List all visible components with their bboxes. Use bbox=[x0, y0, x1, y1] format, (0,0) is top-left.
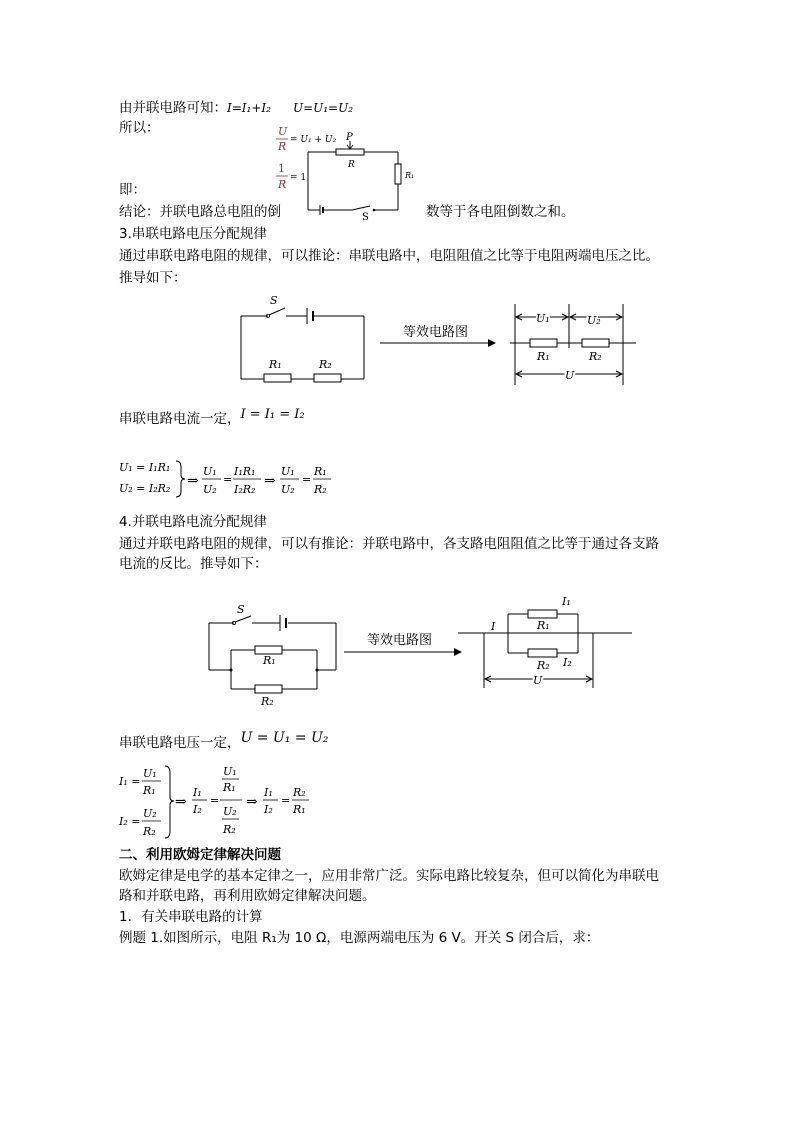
section4-para-line1: 通过并联电路电阻的规律，可以有推论：并联电路中，各支路电阻阻值之比等于通过各支路 bbox=[119, 536, 659, 552]
eq-r1-resistor bbox=[530, 339, 557, 347]
series-current-line bbox=[119, 407, 305, 429]
parallel-voltage-line bbox=[119, 730, 329, 752]
implies-2: ⇒ bbox=[264, 473, 276, 489]
section-two-heading: 二、利用欧姆定律解决问题 bbox=[119, 847, 281, 863]
r1-label: R₁ bbox=[269, 358, 282, 371]
frac2-rest: = 1 bbox=[290, 173, 307, 183]
ratio4-num: R₁ bbox=[314, 465, 327, 478]
conclusion-right: 数等于各电阻倒数之和。 bbox=[426, 204, 575, 220]
equivalent-arrow-label: 等效电路图 bbox=[403, 325, 469, 340]
switch-label: S bbox=[237, 603, 245, 616]
voltage-equal-formula: U=U₁=U₂ bbox=[292, 101, 354, 115]
ratio-i2-num: I₁ bbox=[264, 786, 273, 799]
complex-bot-num: U₂ bbox=[223, 805, 237, 818]
parallel-circuit-diagram bbox=[200, 592, 650, 708]
small-circuit-diagram bbox=[270, 122, 430, 222]
so-label: 所以： bbox=[119, 120, 160, 136]
complex-bot-den: R₂ bbox=[223, 823, 236, 836]
eq-r2-label: R₂ bbox=[537, 659, 550, 672]
conclusion-left: 结论：并联电路总电阻的倒 bbox=[119, 204, 281, 220]
parallel-voltage-text: 串联电路电压一定， bbox=[119, 735, 241, 751]
ratio3-num: U₁ bbox=[281, 465, 295, 478]
ratio2-num: I₁R₁ bbox=[234, 465, 256, 478]
ohm-law-para-line2: 路和并联电路，再利用欧姆定律解决问题。 bbox=[119, 888, 376, 904]
eq-r1-label: R₁ bbox=[537, 619, 550, 632]
example-1-text: 例题 1.如图所示，电阻 R₁为 10 Ω，电源两端电压为 6 V。开关 S 闭合后，求： bbox=[119, 930, 600, 946]
r1-label: R₁ bbox=[405, 171, 415, 180]
ratio4-den: R₂ bbox=[314, 483, 327, 496]
u-total-label: U bbox=[565, 369, 575, 382]
equivalent-arrow-label: 等效电路图 bbox=[367, 633, 433, 648]
switch-label: S bbox=[362, 212, 369, 223]
u2-label: U₂ bbox=[587, 314, 601, 327]
r1-resistor bbox=[395, 164, 401, 184]
i2-den: R₂ bbox=[143, 825, 156, 838]
slider-label: P bbox=[346, 132, 353, 143]
series-circuit-diagram bbox=[230, 288, 650, 388]
r1-resistor bbox=[255, 646, 282, 654]
r2-resistor bbox=[314, 374, 341, 382]
i2-label: I₂ bbox=[563, 656, 572, 669]
section3-para-line1: 通过串联电路电阻的规律，可以推论：串联电路中，电阻阻值之比等于电阻两端电压之比。 bbox=[119, 248, 659, 264]
eq-r1-resistor bbox=[528, 610, 557, 618]
ratio-i-den: I₂ bbox=[193, 803, 202, 816]
ratio-i-num: I₁ bbox=[193, 786, 202, 799]
complex-top-num: U₁ bbox=[223, 765, 237, 778]
rheostat-resistor bbox=[336, 149, 364, 155]
complex-top-den: R₁ bbox=[223, 781, 236, 794]
u1-equation: U₁ = I₁R₁ bbox=[119, 461, 171, 474]
ratio-r-den: R₁ bbox=[293, 803, 306, 816]
u2-equation: U₂ = I₂R₂ bbox=[119, 482, 171, 495]
ratio2-den: I₂R₂ bbox=[234, 483, 256, 496]
eq-2: = bbox=[281, 794, 291, 807]
series-calc-heading: 1．有关串联电路的计算 bbox=[119, 909, 263, 925]
section4-heading: 4.并联电路电流分配规律 bbox=[119, 514, 267, 530]
series-current-formula: I = I₁ = I₂ bbox=[240, 407, 305, 422]
implies-2: ⇒ bbox=[246, 794, 258, 810]
ratio3-den: U₂ bbox=[281, 483, 295, 496]
eq-1: = bbox=[210, 794, 220, 807]
rheostat-label: R bbox=[348, 160, 355, 170]
series-derivation-formula bbox=[119, 457, 359, 501]
ratio-r-num: R₂ bbox=[293, 786, 306, 799]
ratio1-num: U₁ bbox=[203, 465, 217, 478]
i1-lhs: I₁ = bbox=[119, 775, 141, 788]
r2-label: R₂ bbox=[319, 358, 332, 371]
section4-para-line2: 电流的反比。推导如下： bbox=[119, 556, 268, 572]
current-sum-formula: I=I₁+I₂ bbox=[227, 101, 271, 115]
i-total-label: I bbox=[491, 620, 496, 633]
eq-r2-resistor bbox=[582, 339, 609, 347]
u-total-label: U bbox=[533, 674, 543, 687]
implies-1: ⇒ bbox=[187, 473, 199, 489]
frac1-num: U bbox=[278, 125, 288, 138]
ohm-law-para-line1: 欧姆定律是电学的基本定律之一，应用非常广泛。实际电路比较复杂，但可以简化为串联电 bbox=[119, 868, 659, 884]
parallel-voltage-formula: U = U₁ = U₂ bbox=[240, 730, 329, 746]
i2-lhs: I₂ = bbox=[119, 815, 141, 828]
ratio1-den: U₂ bbox=[203, 483, 217, 496]
switch-label: S bbox=[270, 294, 278, 307]
r1-label: R₁ bbox=[263, 654, 276, 667]
eq-1: = bbox=[223, 473, 233, 486]
eq-r1-label: R₁ bbox=[537, 350, 550, 363]
i1-label: I₁ bbox=[562, 595, 571, 608]
i1-den: R₁ bbox=[143, 784, 156, 797]
series-current-text: 串联电路电流一定， bbox=[119, 411, 241, 427]
section3-para-line2: 推导如下： bbox=[119, 270, 187, 286]
intro-text: 由并联电路可知： bbox=[119, 100, 227, 116]
r2-resistor bbox=[255, 685, 282, 693]
ie-label: 即： bbox=[119, 182, 146, 198]
implies-1: ⇒ bbox=[175, 794, 187, 810]
intro-line bbox=[119, 99, 353, 117]
r2-label: R₂ bbox=[261, 695, 274, 708]
i2-num: U₂ bbox=[143, 807, 157, 820]
i1-num: U₁ bbox=[143, 767, 157, 780]
frac2-num: 1 bbox=[278, 162, 285, 175]
frac1-den: R bbox=[278, 140, 287, 153]
ratio-i2-den: I₂ bbox=[264, 803, 273, 816]
frac2-den: R bbox=[278, 178, 287, 191]
u1-label: U₁ bbox=[536, 312, 550, 325]
parallel-derivation-formula bbox=[119, 763, 339, 843]
frac1-rest: = U₁ + U₂ bbox=[290, 135, 337, 145]
eq-r2-resistor bbox=[528, 649, 557, 657]
section3-heading: 3.串联电路电压分配规律 bbox=[119, 226, 267, 242]
r1-resistor bbox=[264, 374, 291, 382]
eq-r2-label: R₂ bbox=[589, 350, 602, 363]
eq-2: = bbox=[302, 473, 312, 486]
